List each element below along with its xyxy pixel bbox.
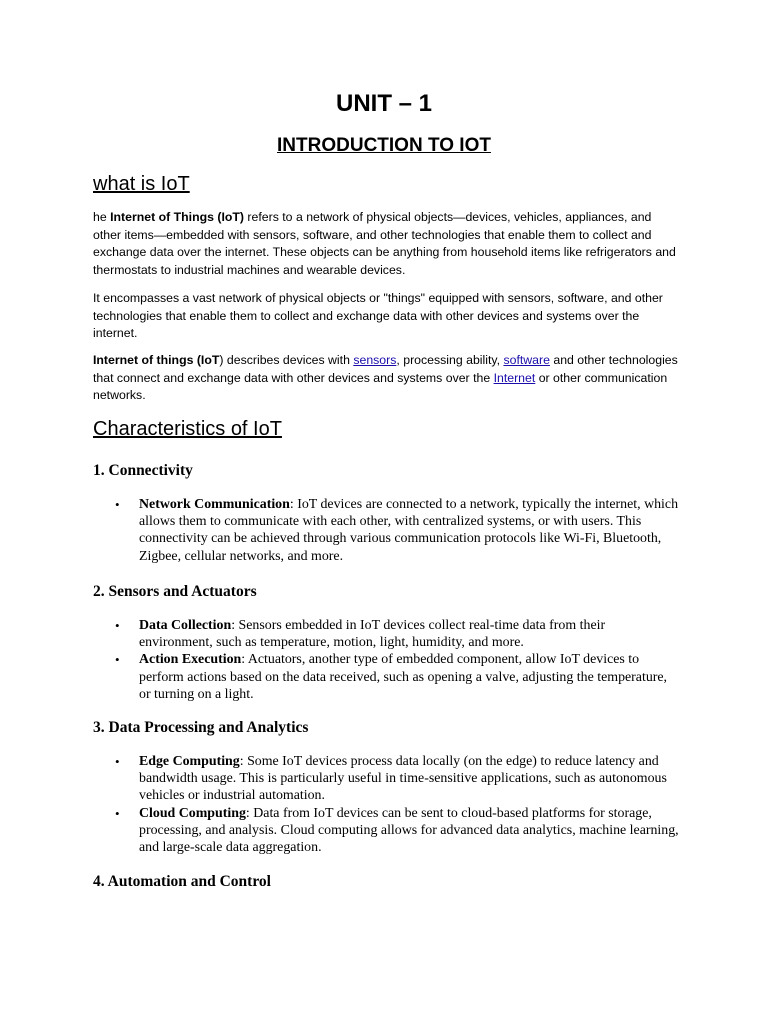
paragraph-text: , processing ability, xyxy=(396,353,504,367)
definition-paragraph-2: It encompasses a vast network of physical objects or "things" equipped with sensors, software, and other technologies that enable them to collect and exchange data with other devices and systems over the internet. xyxy=(93,291,663,341)
item-text: : Data from IoT devices can be sent to cloud-based platforms for storage, processing, and analysis. Cloud computing allows for advanced data analytics, machine learning, and large-scale data aggregation. xyxy=(139,805,679,856)
paragraph-text: refers to a network of physical objects—devices, vehicles, appliances, and other items—embedded with sensors, software, and other technologies that enable them to collect and exchange data over the internet. These objects can be anything from household items like refrigerators and thermostats to industrial machines and wearable devices. xyxy=(93,210,676,277)
chapter-title: INTRODUCTION TO IOT xyxy=(277,135,491,156)
definition-paragraph-3 xyxy=(93,352,681,405)
sensors-list xyxy=(115,617,680,703)
item-text: : Actuators, another type of embedded component, allow IoT devices to perform actions based on the data received, such as opening a valve, adjusting the temperature, or turning on a light. xyxy=(139,652,668,702)
bullet-icon: • xyxy=(115,652,120,668)
section-connectivity-title: 1. Connectivity xyxy=(93,462,193,479)
definition-paragraph-1 xyxy=(93,209,681,279)
item-text: : Some IoT devices process data locally (on the edge) to reduce latency and bandwidth usage. This is particularly useful in time-sensitive applications, such as autonomous vehicles or industrial automation. xyxy=(139,754,667,804)
section-data-processing-title: 3. Data Processing and Analytics xyxy=(93,719,309,736)
data-processing-list xyxy=(115,753,680,856)
iot-term: Internet of Things (IoT) xyxy=(110,210,244,224)
connectivity-list xyxy=(115,496,680,565)
list-item xyxy=(115,651,680,703)
list-item xyxy=(115,805,680,857)
paragraph-text: ) describes devices with xyxy=(219,353,354,367)
iot-term: Internet of things (IoT xyxy=(93,353,220,367)
software-link[interactable]: software xyxy=(503,353,550,367)
item-term: Action Execution xyxy=(139,652,242,668)
paragraph-prefix: he xyxy=(93,210,111,224)
internet-link[interactable]: Internet xyxy=(493,370,536,385)
list-item xyxy=(115,617,680,651)
list-item xyxy=(115,753,680,805)
bullet-icon: • xyxy=(115,805,120,821)
item-text: : Sensors embedded in IoT devices collect real-time data from their environment, such as temperature, motion, light, humidity, and more. xyxy=(139,618,606,651)
bullet-icon: • xyxy=(115,618,120,633)
section-sensors-title: 2. Sensors and Actuators xyxy=(93,583,257,600)
paragraph-text: or other communication networks. xyxy=(93,370,668,403)
section-automation-title: 4. Automation and Control xyxy=(93,873,271,890)
unit-title: UNIT – 1 xyxy=(335,90,433,117)
list-item xyxy=(115,496,680,565)
item-text: : IoT devices are connected to a network, typically the internet, which allows them to communicate with each other, with centralized systems, or with users. This connectivity can be achieved through various communication protocols like Wi-Fi, Bluetooth, Zigbee, cellular networks, and more. xyxy=(139,497,679,564)
item-term: Network Communication xyxy=(139,497,290,512)
item-term: Data Collection xyxy=(139,618,232,633)
bullet-icon: • xyxy=(115,497,120,512)
bullet-icon: • xyxy=(115,754,120,769)
paragraph-text: and other technologies that connect and exchange data with other devices and systems over the xyxy=(93,353,678,385)
item-term: Cloud Computing xyxy=(139,805,246,821)
item-term: Edge Computing xyxy=(139,754,240,769)
what-is-iot-heading: what is IoT xyxy=(93,173,190,195)
sensors-link[interactable]: sensors xyxy=(353,353,397,367)
characteristics-heading: Characteristics of IoT xyxy=(93,418,282,440)
